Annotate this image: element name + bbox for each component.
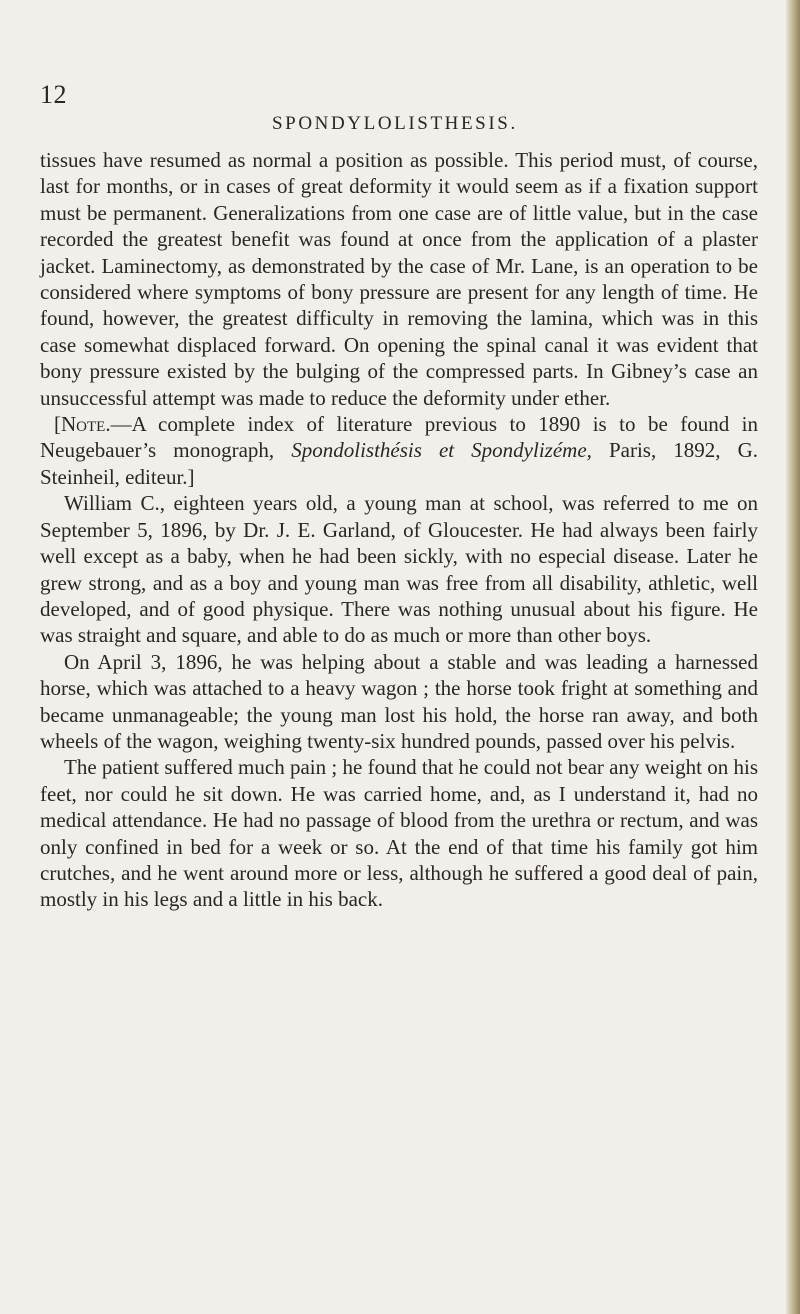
paragraph-aftermath: The patient suffered much pain ; he found that he could not bear any weight on his feet, nor could he sit down. He was carried home, and, as I understand it, had no medical attendance. He had no passage of blood from the urethra or rectum, and was only confined in bed for a week or so. At the end of that time his family got him crutches, and he went around more or less, although he suffered a good deal of pain, mostly in his legs and a little in his back. [40, 755, 758, 912]
page-edge-shadow [786, 0, 800, 1314]
page-number: 12 [40, 80, 67, 109]
paragraph-continuation: tissues have resumed as normal a position as possible. This period must, of course, last for months, or in cases of great deformity it would seem as if a fixation support must be permanent. Generalizations from one case are of little value, but in the case recorded the greatest benefit was found at once from the application of a plaster jacket. Laminectomy, as demonstrated by the case of Mr. Lane, is an operation to be considered where symptoms of bony pressure are present for any length of time. He found, however, the greatest difficulty in removing the lamina, which was in this case somewhat displaced forward. On opening the spinal canal it was evident that bony pressure existed by the bulging of the compressed parts. In Gibney’s case an unsuccessful attempt was made to reduce the deformity under ether. [40, 148, 758, 410]
running-head: SPONDYLOLISTHESIS. [272, 113, 518, 134]
paragraph-accident: On April 3, 1896, he was helping about a stable and was leading a harnessed horse, which was attached to a heavy wagon ; the horse took fright at something and became unmanageable; the young man lost his hold, the horse ran away, and both wheels of the wagon, weighing twenty-six hundred pounds, passed over his pelvis. [40, 649, 758, 753]
body-text [40, 147, 758, 913]
note-text-after: Paris, 1892, G. Steinheil, editeur.] [40, 438, 758, 489]
note-italic-title: Spondolisthésis et Spondylizéme, [291, 438, 592, 463]
note-text-before: —A complete index of literature previous to 1890 is to be found in Neugebauer’s monograph, [40, 412, 758, 463]
note-open-bracket: [ [54, 412, 61, 437]
paragraph-note [40, 411, 758, 490]
note-label: Note. [61, 412, 111, 437]
paragraph-case-intro: William C., eighteen years old, a young man at school, was referred to me on September 5, 1896, by Dr. J. E. Garland, of Gloucester. He had always been fairly well except as a baby, when he had been sickly, with no especial disease. Later he grew strong, and as a boy and young man was free from all disability, athletic, well developed, and of good physique. There was nothing unusual about his figure. He was straight and square, and able to do as much or more than other boys. [40, 491, 758, 648]
